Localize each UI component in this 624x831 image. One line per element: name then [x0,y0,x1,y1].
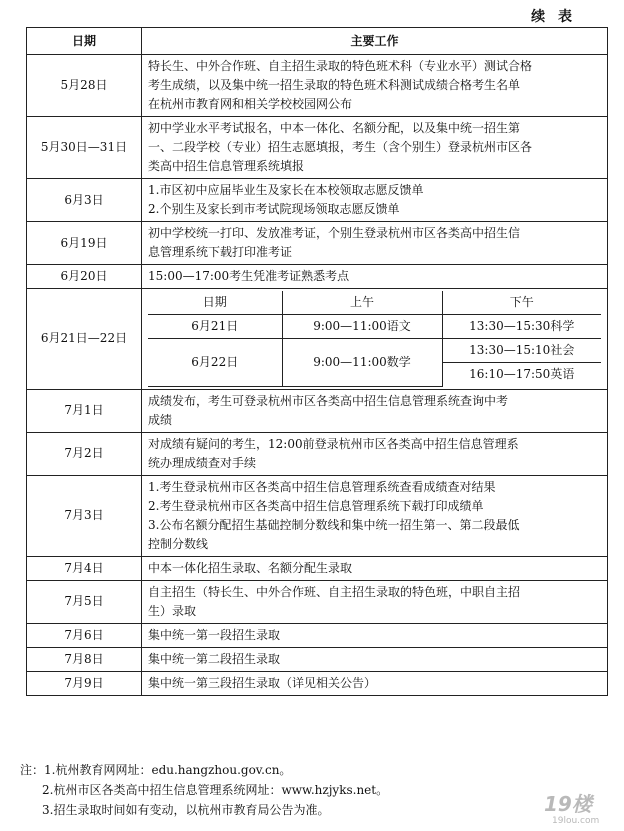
table-row [27,265,608,289]
table-row [27,117,608,179]
table-row [27,55,608,117]
table-cell-date: 7月9日 [27,671,142,695]
svg-text:19lou.com: 19lou.com [552,816,600,826]
work-line: 特长生、中外合作班、自主招生录取的特色班术科（专业水平）测试合格 [148,59,533,73]
table-cell-date: 7月6日 [27,623,142,647]
note-item: 2.杭州市区各类高中招生信息管理系统网址：www.hzjyks.net。 [42,783,389,797]
exam-day2-am: 9:00—11:00数学 [282,339,442,387]
table-row [27,623,608,647]
table-header-row [27,28,608,55]
table-cell-work [142,475,608,556]
table-cell-date: 7月8日 [27,647,142,671]
work-line: 集中统一第三段招生录取（详见相关公告） [148,675,377,690]
header-work: 主要工作 [142,28,608,55]
work-line: 中本一体化招生录取、名额分配生录取 [148,560,353,575]
exam-row [27,289,608,390]
work-line: 自主招生（特长生、中外合作班、自主招生录取的特色班，中职自主招 [148,584,521,599]
header-date: 日期 [27,28,142,55]
table-cell-work [142,265,608,289]
work-line: 一、二段学校（专业）招生志愿填报，考生（含个别生）登录杭州市区各 [148,140,533,154]
table-row [27,389,608,432]
work-line: 在杭州市教育网和相关学校校园网公布 [148,97,353,111]
continuation-label: 续 表 [531,9,576,25]
work-line: 1.市区初中应届毕业生及家长在本校领取志愿反馈单 [148,183,424,197]
work-line: 息管理系统下载打印准考证 [148,245,293,259]
work-line: 统办理成绩查对手续 [148,455,257,470]
table-row [27,475,608,556]
table-cell-work [142,623,608,647]
table-cell-date: 7月5日 [27,580,142,623]
schedule-table [26,27,608,696]
table-cell-work [142,389,608,432]
table-cell-work [142,117,608,179]
table-row [27,222,608,265]
exam-header-am: 上午 [282,291,442,315]
exam-header-date: 日期 [148,291,282,315]
exam-schedule-table [148,291,601,387]
table-cell-work [142,647,608,671]
work-line: 集中统一第二段招生录取 [148,651,281,666]
table-cell-date: 7月4日 [27,556,142,580]
exam-day1-pm: 13:30—15:30科学 [442,315,601,339]
exam-day1-am: 9:00—11:00语文 [282,315,442,339]
table-cell-date: 7月3日 [27,475,142,556]
notes [20,760,388,820]
table-cell-date: 6月19日 [27,222,142,265]
work-line: 2.个别生及家长到市考试院现场领取志愿反馈单 [148,202,400,216]
table-cell-work [142,432,608,475]
work-line: 考生成绩，以及集中统一招生录取的特色班术科测试成绩合格考生名单 [148,78,521,92]
table-cell-date: 7月1日 [27,389,142,432]
table-cell-date: 6月20日 [27,265,142,289]
work-line: 类高中招生信息管理系统填报 [148,159,305,173]
work-line: 集中统一第一段招生录取 [148,627,281,642]
table-cell-work [142,179,608,222]
note-item: 1.杭州教育网网址：edu.hangzhou.gov.cn。 [44,763,292,777]
table-cell-date: 5月28日 [27,55,142,117]
table-cell-work [142,222,608,265]
work-line: 15:00—17:00考生凭准考证熟悉考点 [148,269,350,283]
table-cell-date: 7月2日 [27,432,142,475]
work-line: 成绩发布，考生可登录杭州市区各类高中招生信息管理系统查询中考 [148,393,509,408]
watermark-logo [538,787,618,827]
table-row [27,179,608,222]
table-cell-date: 6月3日 [27,179,142,222]
work-line: 初中学业水平考试报名，中本一体化、名额分配，以及集中统一招生第 [148,121,521,135]
table-row [27,556,608,580]
work-line: 3.公布名额分配招生基础控制分数线和集中统一招生第一、第二段最低 [148,517,520,532]
work-line: 控制分数线 [148,536,209,551]
svg-text:19楼: 19楼 [544,792,592,816]
table-row [27,647,608,671]
exam-day2-pm1: 13:30—15:10社会 [442,339,601,363]
work-line: 生）录取 [148,603,197,618]
work-line: 1.考生登录杭州市区各类高中招生信息管理系统查看成绩查对结果 [148,479,496,494]
table-cell-date: 6月21日—22日 [27,289,142,390]
table-cell-work [142,580,608,623]
table-row [27,580,608,623]
note-item: 3.招生录取时间如有变动，以杭州市教育局公告为准。 [42,803,330,817]
exam-day2-pm2: 16:10—17:50英语 [442,363,601,387]
table-cell-work [142,556,608,580]
notes-prefix: 注： [20,763,45,777]
work-line: 成绩 [148,412,173,427]
table-cell-work [142,671,608,695]
work-line: 对成绩有疑问的考生，12:00前登录杭州市区各类高中招生信息管理系 [148,436,519,451]
work-line: 2.考生登录杭州市区各类高中招生信息管理系统下载打印成绩单 [148,498,484,513]
exam-day2-date: 6月22日 [148,339,282,387]
exam-header-pm: 下午 [442,291,601,315]
table-cell-work [142,55,608,117]
table-cell-date: 5月30日—31日 [27,117,142,179]
table-row [27,432,608,475]
exam-day1-date: 6月21日 [148,315,282,339]
table-row [27,671,608,695]
work-line: 初中学校统一打印、发放准考证，个别生登录杭州市区各类高中招生信 [148,226,521,240]
